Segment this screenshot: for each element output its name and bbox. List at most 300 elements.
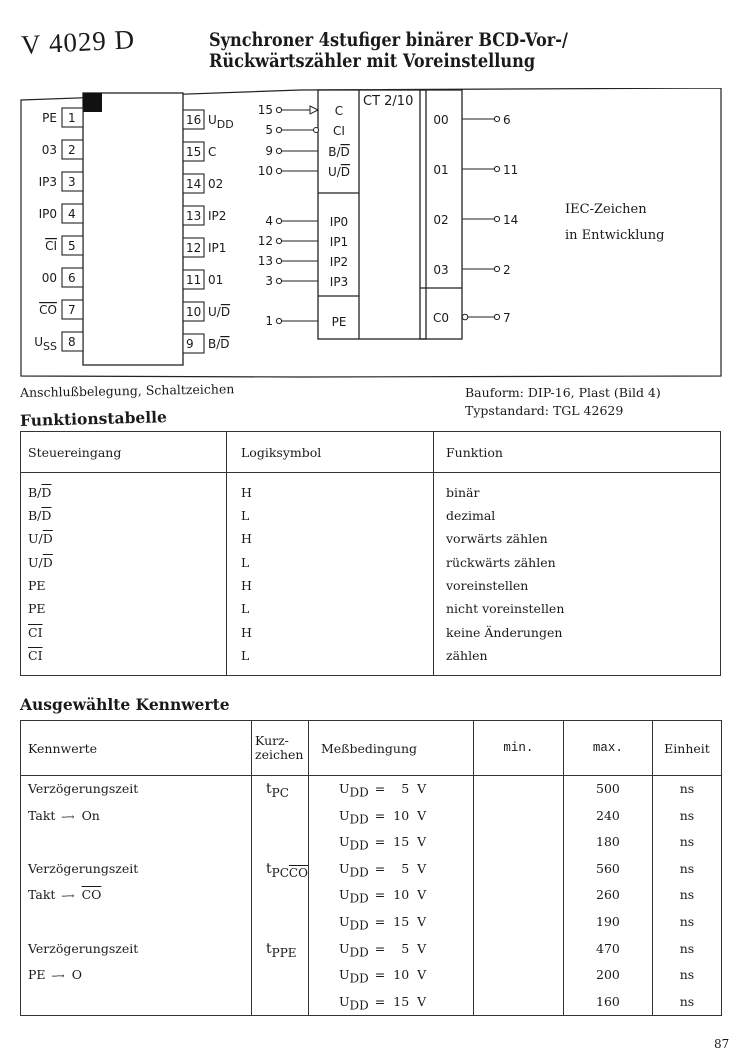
symbol-carry-output — [433, 311, 511, 325]
condition-param-sub: DD — [349, 785, 369, 800]
cell-logiksymbol: L — [227, 504, 434, 527]
symbol-input — [265, 144, 349, 159]
dip-pin-left — [45, 236, 83, 255]
pin-number: 1 — [68, 111, 76, 125]
pin-label: B/D — [208, 337, 230, 351]
min-value — [474, 856, 563, 883]
kurzzeichen — [252, 856, 308, 883]
condition-value: 10 — [393, 807, 410, 823]
output-pin-number: 7 — [503, 311, 511, 325]
function-table-row — [21, 551, 721, 574]
title-line-1: Synchroner 4stufiger binärer BCD-Vor-/ — [209, 29, 568, 51]
dip-pin-left — [42, 140, 83, 159]
condition-param-sub: DD — [349, 918, 369, 933]
condition-unit: V — [417, 860, 427, 876]
input-label — [328, 145, 350, 159]
unit-value: ns — [679, 834, 695, 850]
condition-value: 10 — [393, 887, 410, 903]
pin-number: 5 — [68, 239, 76, 253]
condition-value: 5 — [401, 860, 410, 876]
cell-funktion: vorwärts zählen — [434, 527, 721, 550]
function-table-row — [21, 644, 721, 676]
input-pin-number: 4 — [265, 214, 273, 228]
pin-terminal — [494, 266, 499, 271]
input-label: CI — [333, 124, 345, 138]
condition-value: 10 — [393, 967, 410, 983]
header-kennwerte: Kennwerte — [21, 721, 252, 776]
unit-value: ns — [679, 887, 695, 903]
output-pin-number: 14 — [503, 213, 519, 227]
pin-number: 6 — [68, 271, 76, 285]
input-pin-number: 12 — [257, 234, 273, 248]
cell-steuereingang — [21, 473, 227, 505]
kennwerte-table — [20, 720, 722, 1016]
dip-pin-left — [42, 268, 83, 287]
symbol-output — [433, 263, 510, 277]
dip-body — [83, 93, 183, 365]
unit-value: ns — [679, 940, 695, 956]
spacer — [252, 909, 308, 936]
condition — [309, 776, 473, 803]
input-name: PE — [28, 578, 46, 594]
cell-funktion: voreinstellen — [434, 574, 721, 597]
cell-funktion: keine Änderungen — [434, 620, 721, 643]
output-pin-number: 2 — [503, 263, 511, 277]
pin-label: C — [208, 145, 217, 159]
header-messbedingung: Meßbedingung — [308, 721, 473, 776]
input-label: IP0 — [329, 215, 349, 229]
input-name: B/ — [28, 508, 42, 524]
cell-funktion: zählen — [434, 644, 721, 676]
arrow-icon: --→ — [61, 811, 74, 823]
pin-terminal — [276, 168, 281, 173]
condition — [309, 936, 473, 963]
condition-unit: V — [417, 913, 427, 929]
pin-number: 15 — [186, 145, 202, 159]
dip-pin-right — [183, 206, 226, 225]
path-to: $\overline{CO}$ — [81, 887, 102, 903]
min-value — [474, 936, 563, 963]
input-name: U/ — [28, 554, 43, 570]
unit-value: ns — [679, 913, 695, 929]
output-label: 00 — [433, 113, 449, 127]
pin-number: 4 — [68, 207, 76, 221]
input-pin-number: 3 — [265, 274, 273, 288]
input-pin-number: 13 — [257, 254, 273, 268]
condition — [309, 803, 473, 830]
max-value: 160 — [596, 993, 620, 1009]
pin-number: 2 — [68, 143, 76, 157]
symbol-input — [258, 254, 348, 269]
kennwerte-column — [21, 776, 252, 1016]
condition-param-sub: DD — [349, 865, 369, 880]
condition-param: U — [338, 993, 350, 1009]
condition-param: U — [338, 834, 350, 850]
max-value: 500 — [596, 781, 620, 796]
function-table-row — [21, 574, 721, 597]
pin-label: 02 — [208, 177, 224, 191]
dip-pin-right — [183, 302, 230, 321]
header-steuereingang: Steuereingang — [21, 432, 227, 473]
max-value: 190 — [596, 913, 620, 929]
kennwerte-body-row — [21, 776, 722, 1016]
cell-funktion: dezimal — [434, 504, 721, 527]
condition-unit: V — [417, 940, 427, 956]
pin-terminal — [276, 258, 281, 263]
pin-number: 7 — [68, 303, 76, 317]
min-column — [473, 776, 563, 1016]
min-value — [474, 829, 563, 856]
pin-terminal — [276, 318, 281, 323]
condition-param: U — [338, 913, 350, 929]
symbol-input — [265, 274, 348, 289]
max-value: 240 — [596, 807, 620, 823]
parameter-path — [21, 803, 251, 830]
pin-terminal — [276, 218, 281, 223]
dip-pin-left — [39, 172, 83, 191]
cell-steuereingang — [21, 574, 227, 597]
unit-value: ns — [679, 967, 695, 983]
pin-terminal — [276, 127, 281, 132]
condition-param-sub: DD — [349, 998, 369, 1013]
header-min: min. — [473, 721, 563, 776]
max-value: 470 — [596, 940, 620, 956]
label-overlined: D — [340, 145, 350, 159]
cell-steuereingang — [21, 527, 227, 550]
cell-logiksymbol: H — [227, 473, 434, 505]
cell-steuereingang — [21, 504, 227, 527]
pin-number: 3 — [68, 175, 76, 189]
diagram-panel — [20, 88, 722, 378]
equals-sign: = — [370, 993, 390, 1009]
min-value — [474, 776, 563, 803]
symbol-output — [433, 113, 510, 127]
pin-label: CI — [45, 239, 57, 253]
messbedingung-column — [308, 776, 473, 1016]
pin-label: UDD — [208, 113, 234, 131]
symbol-input — [265, 314, 346, 329]
unit-value: ns — [679, 993, 695, 1009]
dip-pin-left — [39, 204, 83, 223]
symbol-output — [433, 163, 518, 177]
pin-number: 8 — [68, 335, 76, 349]
parameter-name: Verzögerungszeit — [28, 781, 139, 796]
pin-label: 03 — [41, 143, 57, 157]
equals-sign: = — [370, 834, 390, 850]
page-title — [209, 30, 568, 72]
condition — [309, 856, 473, 883]
input-label: IP2 — [329, 255, 349, 269]
symbol-data-inputs — [258, 214, 348, 289]
pin-number: 13 — [186, 209, 202, 223]
condition-value: 5 — [401, 940, 410, 956]
function-table-row — [21, 473, 721, 505]
condition — [309, 962, 473, 989]
path-from: PE — [28, 967, 46, 983]
input-name: B/ — [28, 485, 42, 500]
spacer — [21, 829, 251, 856]
condition-param: U — [338, 781, 350, 796]
pin-terminal — [276, 238, 281, 243]
label-prefix: U/ — [327, 165, 341, 179]
dip-pin-right — [183, 238, 226, 257]
condition-unit: V — [417, 781, 427, 796]
condition-param: U — [338, 887, 350, 903]
pin-label: IP0 — [38, 207, 57, 221]
kennwerte-table-header — [21, 721, 722, 776]
header-funktion: Funktion — [434, 432, 721, 473]
max-value: 180 — [596, 834, 620, 850]
condition-unit: V — [417, 807, 427, 823]
condition-value: 15 — [393, 913, 410, 929]
input-pin-number: 5 — [265, 123, 273, 137]
function-table-row — [21, 504, 721, 527]
input-name-negated: $\overline{D}$ — [42, 554, 53, 570]
pin-terminal — [276, 278, 281, 283]
cell-funktion: binär — [434, 473, 721, 505]
header-logiksymbol: Logiksymbol — [227, 432, 434, 473]
pin-terminal — [276, 148, 281, 153]
parameter-path — [21, 882, 251, 909]
input-label: IP1 — [329, 235, 349, 249]
symbol-base: t — [266, 860, 272, 877]
condition-param-sub: DD — [349, 971, 369, 986]
symbol-control-inputs — [258, 103, 350, 179]
pin-label: IP1 — [208, 241, 227, 255]
equals-sign: = — [370, 967, 390, 983]
kurzzeichen — [252, 936, 308, 963]
package-type: Bauform: DIP-16, Plast (Bild 4) — [465, 385, 661, 400]
condition-unit: V — [417, 887, 427, 903]
pin-label: U/D — [208, 305, 231, 319]
condition-param: U — [338, 940, 350, 956]
max-value: 560 — [596, 860, 620, 876]
input-label: PE — [331, 315, 347, 329]
part-number: V 4029 D — [20, 24, 136, 61]
input-pin-number: 1 — [265, 314, 273, 328]
input-pin-number: 10 — [257, 164, 273, 178]
pin-number: 12 — [186, 241, 202, 255]
pin-terminal — [276, 107, 281, 112]
min-value — [474, 909, 563, 936]
max-value: 260 — [596, 887, 620, 903]
input-name-negated: $\overline{D}$ — [42, 531, 53, 547]
cell-steuereingang — [21, 551, 227, 574]
condition-param: U — [338, 967, 350, 983]
header-kurzzeichen-line-1: Kurz- — [255, 733, 289, 748]
equals-sign: = — [370, 781, 390, 796]
cell-logiksymbol: H — [227, 620, 434, 643]
figure-caption: Anschlußbelegung, Schaltzeichen — [19, 381, 235, 400]
input-name: U/ — [28, 531, 43, 547]
condition — [309, 882, 473, 909]
einheit-column — [652, 776, 721, 1016]
spacer — [21, 989, 251, 1016]
input-name-negated: $\overline{D}$ — [41, 508, 52, 524]
dip-pin-right — [183, 270, 223, 289]
condition-value: 15 — [393, 834, 410, 850]
cell-steuereingang — [21, 620, 227, 643]
spacer — [252, 803, 308, 830]
function-table-header — [21, 432, 721, 473]
pin-terminal — [494, 116, 499, 121]
pin-terminal — [494, 216, 499, 221]
input-label: C — [334, 104, 344, 118]
pin-number: 11 — [186, 273, 202, 287]
negation-indicator — [462, 314, 468, 320]
kurzzeichen-column — [252, 776, 309, 1016]
dip-pin-right — [183, 142, 216, 161]
dip-pin-right — [183, 334, 230, 353]
label-prefix: B/ — [328, 145, 341, 159]
symbol-preset-input — [265, 314, 346, 329]
logic-symbol — [258, 90, 519, 339]
pin-label: USS — [34, 335, 57, 353]
symbol-input — [258, 164, 350, 179]
output-label: 02 — [433, 213, 449, 227]
page-number: 87 — [714, 1037, 730, 1051]
arrow-icon: --→ — [61, 891, 74, 903]
symbol-input — [265, 123, 345, 138]
cell-logiksymbol: L — [227, 597, 434, 620]
dip16-pinout — [34, 93, 234, 365]
condition-param: U — [338, 807, 350, 823]
min-value — [474, 989, 563, 1016]
symbol-sub: PC — [271, 865, 289, 880]
max-value: 200 — [596, 967, 620, 983]
input-name-negated: $\overline{CI}$ — [28, 624, 43, 640]
condition-unit: V — [417, 834, 427, 850]
symbol-sub: PC — [271, 785, 289, 800]
pin-number: 14 — [186, 177, 202, 191]
output-pin-number: 11 — [503, 163, 519, 177]
pin-label: 00 — [41, 271, 57, 285]
header-kurzzeichen-line-2: zeichen — [255, 747, 304, 762]
cell-logiksymbol: H — [227, 527, 434, 550]
header-einheit: Einheit — [652, 721, 721, 776]
parameter-name: Verzögerungszeit — [28, 860, 139, 876]
min-value — [474, 882, 563, 909]
input-label — [328, 165, 350, 179]
symbol-base: t — [266, 940, 272, 957]
path-to: On — [81, 807, 100, 823]
spacer — [252, 882, 308, 909]
spacer — [252, 829, 308, 856]
min-value — [474, 803, 563, 830]
cell-steuereingang — [21, 597, 227, 620]
path-from: Takt — [28, 807, 56, 823]
clock-indicator — [310, 106, 318, 114]
condition — [309, 989, 473, 1016]
dip-pin-left — [42, 108, 83, 127]
arrow-icon: --→ — [51, 971, 64, 983]
dip-pin-right — [183, 174, 223, 193]
cell-logiksymbol: H — [227, 574, 434, 597]
spacer — [252, 989, 308, 1016]
input-name-negated: $\overline{CI}$ — [28, 647, 43, 663]
kennwerte-table-title: Ausgewählte Kennwerte — [20, 695, 230, 714]
condition — [309, 829, 473, 856]
dip-pin-left — [34, 332, 83, 353]
pin-number: 10 — [186, 305, 202, 319]
cell-logiksymbol: L — [227, 551, 434, 574]
output-pin-number: 6 — [503, 113, 511, 127]
equals-sign: = — [370, 940, 390, 956]
min-value — [474, 962, 563, 989]
header-kurzzeichen — [252, 721, 309, 776]
spacer — [21, 909, 251, 936]
pin-label: 01 — [208, 273, 224, 287]
cell-logiksymbol: L — [227, 644, 434, 676]
pin-label: IP2 — [208, 209, 227, 223]
cell-funktion: rückwärts zählen — [434, 551, 721, 574]
equals-sign: = — [370, 913, 390, 929]
symbol-base: t — [266, 781, 272, 797]
pin-terminal — [494, 166, 499, 171]
symbol-outputs — [433, 113, 518, 277]
cell-funktion: nicht voreinstellen — [434, 597, 721, 620]
header-max: max. — [563, 721, 652, 776]
condition-param: U — [338, 860, 350, 876]
negation-indicator — [314, 128, 319, 133]
symbol-subscript — [272, 866, 308, 880]
output-label: 03 — [433, 263, 449, 277]
condition-value: 5 — [401, 781, 410, 796]
spacer — [252, 962, 308, 989]
dip-pin-right — [183, 110, 234, 131]
label-overlined: D — [340, 165, 351, 179]
symbol-function-label: CT 2/10 — [363, 94, 414, 109]
function-table-title: Funktionstabelle — [19, 407, 168, 430]
iec-note-line-1: IEC-Zeichen — [565, 202, 647, 217]
input-pin-number: 15 — [257, 103, 273, 117]
symbol-output — [433, 213, 518, 227]
parameter-path — [21, 962, 251, 989]
path-to: O — [71, 967, 82, 983]
kurzzeichen — [252, 776, 308, 803]
iec-note-line-2: in Entwicklung — [565, 228, 665, 243]
package-info — [465, 384, 661, 420]
unit-value: ns — [679, 807, 695, 823]
condition-param-sub: DD — [349, 891, 369, 906]
equals-sign: = — [370, 887, 390, 903]
pin1-marker — [83, 93, 102, 112]
function-table — [20, 431, 721, 676]
symbol-sub-overlined: $\overline{CO}$ — [288, 865, 308, 880]
max-column — [563, 776, 652, 1016]
diagram-svg — [20, 88, 722, 378]
pin-label: CO — [39, 303, 57, 317]
path-from: Takt — [28, 887, 56, 903]
unit-value: ns — [679, 860, 695, 876]
function-table-row — [21, 620, 721, 643]
pin-number: 16 — [186, 113, 202, 127]
dip-left-pins — [34, 108, 83, 353]
condition-param-sub: DD — [349, 838, 369, 853]
unit-value: ns — [679, 781, 695, 796]
output-label: C0 — [432, 311, 450, 325]
output-label: 01 — [433, 163, 449, 177]
cell-steuereingang — [21, 644, 227, 676]
condition-param-sub: DD — [349, 812, 369, 827]
condition-value: 15 — [393, 993, 410, 1009]
function-table-row — [21, 527, 721, 550]
condition — [309, 909, 473, 936]
pin-number: 9 — [186, 337, 194, 351]
dip-right-pins — [183, 110, 234, 353]
pin-terminal — [494, 314, 499, 319]
parameter-name: Verzögerungszeit — [28, 940, 139, 956]
